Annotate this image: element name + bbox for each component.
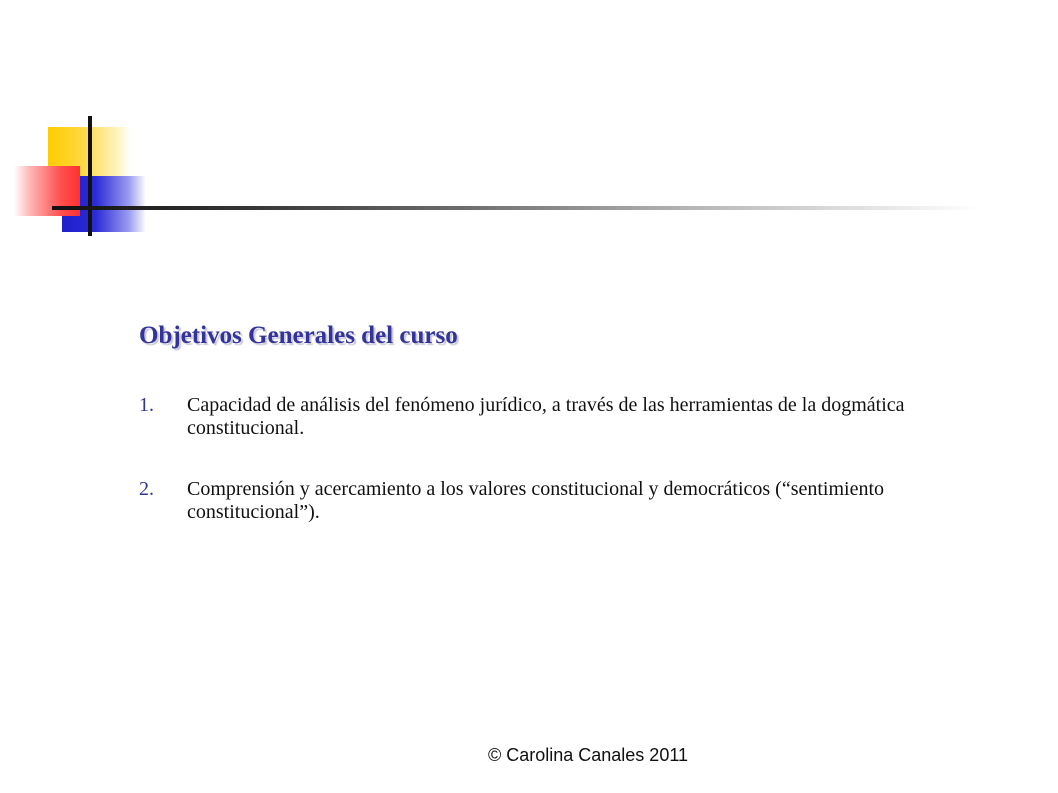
list-item-number: 2.	[139, 478, 154, 500]
list-item-number: 1.	[139, 394, 154, 416]
list-item-text: Capacidad de análisis del fenómeno jurídico, a través de las herramientas de la dogmática constitucional.	[187, 394, 905, 439]
list-item	[139, 394, 919, 440]
vertical-line-decoration	[88, 116, 92, 236]
copyright-footer: © Carolina Canales 2011	[487, 745, 689, 765]
list-item	[139, 478, 919, 524]
list-item-text: Comprensión y acercamiento a los valores constitucional y democráticos (“sentimiento constitucional”).	[187, 478, 885, 523]
horizontal-rule-decoration	[52, 206, 982, 210]
objectives-list	[139, 394, 919, 562]
slide-title: Objetivos Generales del curso	[139, 322, 458, 349]
